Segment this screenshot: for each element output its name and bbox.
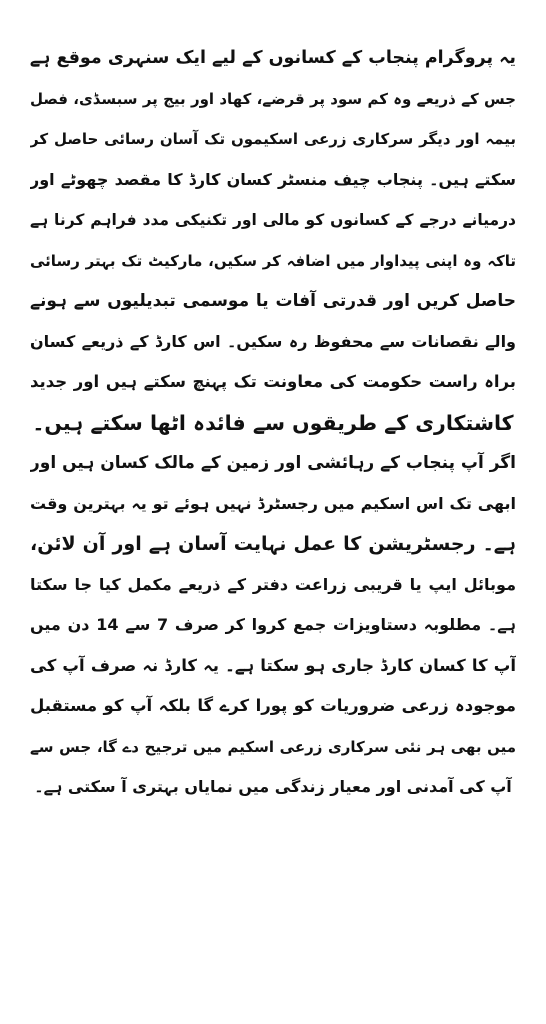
- text-line: بیمہ اور دیگر سرکاری زرعی اسکیموں تک آسان رسائی حاصل کر: [30, 130, 516, 148]
- text-line: سکتے ہیں۔ پنجاب چیف منسٹر کسان کارڈ کا مقصد چھوٹے اور: [30, 169, 516, 189]
- text-line: میں بھی ہر نئی سرکاری زرعی اسکیم میں ترجیح دے گا، جس سے: [30, 737, 516, 756]
- paragraph-2: [30, 443, 516, 808]
- text-line: آپ کا کسان کارڈ جاری ہو سکتا ہے۔ یہ کارڈ نہ صرف آپ کی: [30, 655, 516, 675]
- text-line: براہ راست حکومت کی معاونت تک پہنچ سکتے ہیں اور جدید: [30, 372, 516, 391]
- text-line: والے نقصانات سے محفوظ رہ سکیں۔ اس کارڈ کے ذریعے کسان: [30, 331, 516, 351]
- text-line: درمیانے درجے کے کسانوں کو مالی اور تکنیکی مدد فراہم کرنا ہے: [30, 211, 516, 229]
- paragraph-1: [30, 38, 516, 443]
- text-line: ہے۔ مطلوبہ دستاویزات جمع کروا کر صرف 7 سے 14 دن میں: [30, 615, 516, 634]
- text-line: کاشتکاری کے طریقوں سے فائدہ اٹھا سکتے ہیں۔: [32, 410, 514, 435]
- text-line: جس کے ذریعے وہ کم سود پر قرضے، کھاد اور بیج پر سبسڈی، فصل: [30, 89, 516, 108]
- text-line: اگر آپ پنجاب کے رہائشی اور زمین کے مالک کسان ہیں اور: [30, 453, 516, 473]
- text-line: تاکہ وہ اپنی پیداوار میں اضافہ کر سکیں، مارکیٹ تک بہتر رسائی: [30, 251, 516, 270]
- text-line: ہے۔ رجسٹریشن کا عمل نہایت آسان ہے اور آن لائن،: [30, 533, 516, 555]
- text-line: آپ کی آمدنی اور معیار زندگی میں نمایاں بہتری آ سکتی ہے۔: [34, 777, 512, 796]
- text-line: موبائل ایپ یا قریبی زراعت دفتر کے ذریعے مکمل کیا جا سکتا: [30, 574, 516, 594]
- text-line: ابھی تک اس اسکیم میں رجسٹرڈ نہیں ہوئے تو یہ بہترین وقت: [30, 493, 516, 513]
- text-line: حاصل کریں اور قدرتی آفات یا موسمی تبدیلیوں سے ہونے: [30, 291, 516, 311]
- text-line: یہ پروگرام پنجاب کے کسانوں کے لیے ایک سنہری موقع ہے: [30, 48, 516, 68]
- text-line: موجودہ زرعی ضروریات کو پورا کرے گا بلکہ آپ کو مستقبل: [30, 696, 516, 715]
